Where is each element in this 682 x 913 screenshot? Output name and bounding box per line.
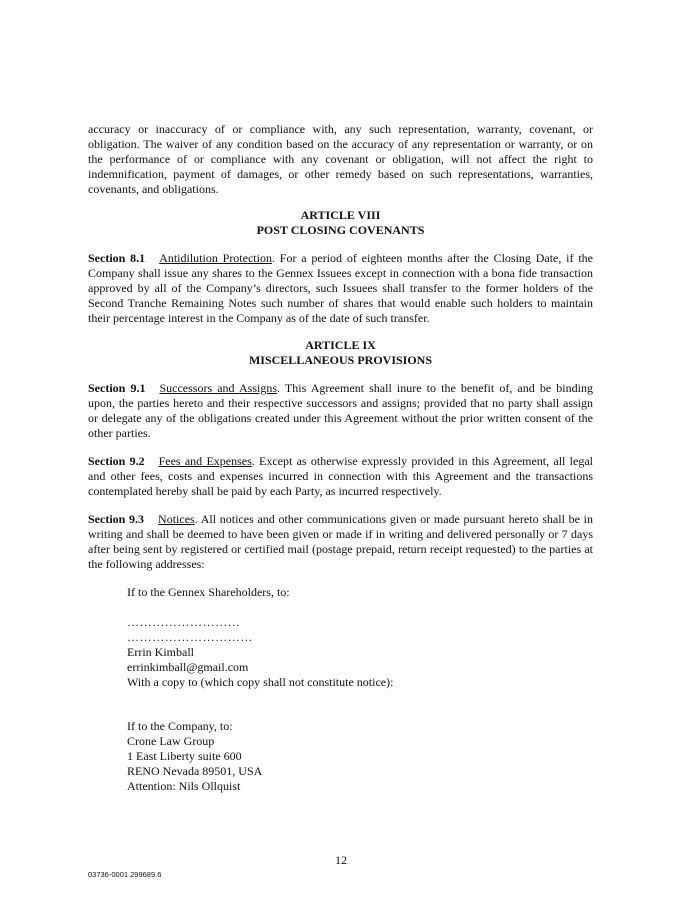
address-placeholder-line: ………………………… <box>127 630 253 644</box>
article-9-heading: ARTICLE IX <box>305 338 376 352</box>
company-street: 1 East Liberty suite 600 <box>127 749 242 763</box>
shareholders-address-block <box>127 585 393 690</box>
shareholders-header: If to the Gennex Shareholders, to: <box>127 585 290 599</box>
company-city: RENO Nevada 89501, USA <box>127 764 263 778</box>
company-header: If to the Company, to: <box>127 719 233 733</box>
company-address-block <box>127 719 262 794</box>
section-number: Section 8.1 <box>88 251 146 265</box>
article-8-subheading: POST CLOSING COVENANTS <box>256 223 425 237</box>
section-9-2 <box>88 454 593 499</box>
page-number: 12 <box>335 853 347 867</box>
section-title: Successors and Assigns <box>159 381 278 395</box>
contact-name: Errin Kimball <box>127 645 194 659</box>
section-number: Section 9.3 <box>88 512 145 526</box>
company-attention: Attention: Nils Ollquist <box>127 779 241 793</box>
intro-paragraph: accuracy or inaccuracy of or compliance with, any such representation, warranty, covenant, or obligation. The waiver of any condition based on the accuracy of any representation or warranty, or on the performance of or compliance with any covenant or obligation, will not affect the right to indemnification, payment of damages, or other remedy based on such representations, warranties, covenants, and obligations. <box>88 122 593 196</box>
section-9-3 <box>88 512 593 572</box>
article-9-subheading: MISCELLANEOUS PROVISIONS <box>248 353 433 367</box>
section-title: Notices <box>158 512 195 526</box>
contact-email: errinkimball@gmail.com <box>127 660 249 674</box>
company-firm: Crone Law Group <box>127 734 215 748</box>
section-number: Section 9.2 <box>88 454 145 468</box>
section-body: . For a period of eighteen months after the Closing Date, if the Company shall issue any shares to the Gennex Issuees except in connection with a bona fide transaction approved by all of the Company’s directors, such Issuees shall transfer to the former holders of the Second Tranche Remaining Notes such number of shares that would enable such holders to maintain their percentage interest in the Company as of the date of such transfer. <box>88 251 593 325</box>
section-title: Fees and Expenses <box>158 454 252 468</box>
section-body: . All notices and other communications given or made pursuant hereto shall be in writing and shall be deemed to have been given or made if in writing and delivered personally or 7 days after being sent by registered or certified mail (postage prepaid, return receipt requested) to the parties at the following addresses: <box>88 512 593 571</box>
section-title: Antidilution Protection <box>159 251 272 265</box>
section-8-1 <box>88 251 593 326</box>
section-body: . This Agreement shall inure to the benefit of, and be binding upon, the parties hereto and their respective successors and assigns; provided that no party shall assign or delegate any of the obligations created under this Agreement without the prior written consent of the other parties. <box>88 381 593 440</box>
address-placeholder-line: ……………………… <box>127 615 241 629</box>
document-id: 03736-0001 299689.6 <box>88 870 162 879</box>
section-number: Section 9.1 <box>88 381 146 395</box>
article-8-heading: ARTICLE VIII <box>300 208 381 222</box>
section-body: . Except as otherwise expressly provided in this Agreement, all legal and other fees, costs and expenses incurred in connection with this Agreement and the transactions contemplated hereby shall be paid by each Party, as incurred respectively. <box>88 454 593 498</box>
section-9-1 <box>88 381 593 441</box>
copy-note: With a copy to (which copy shall not constitute notice): <box>127 675 394 689</box>
